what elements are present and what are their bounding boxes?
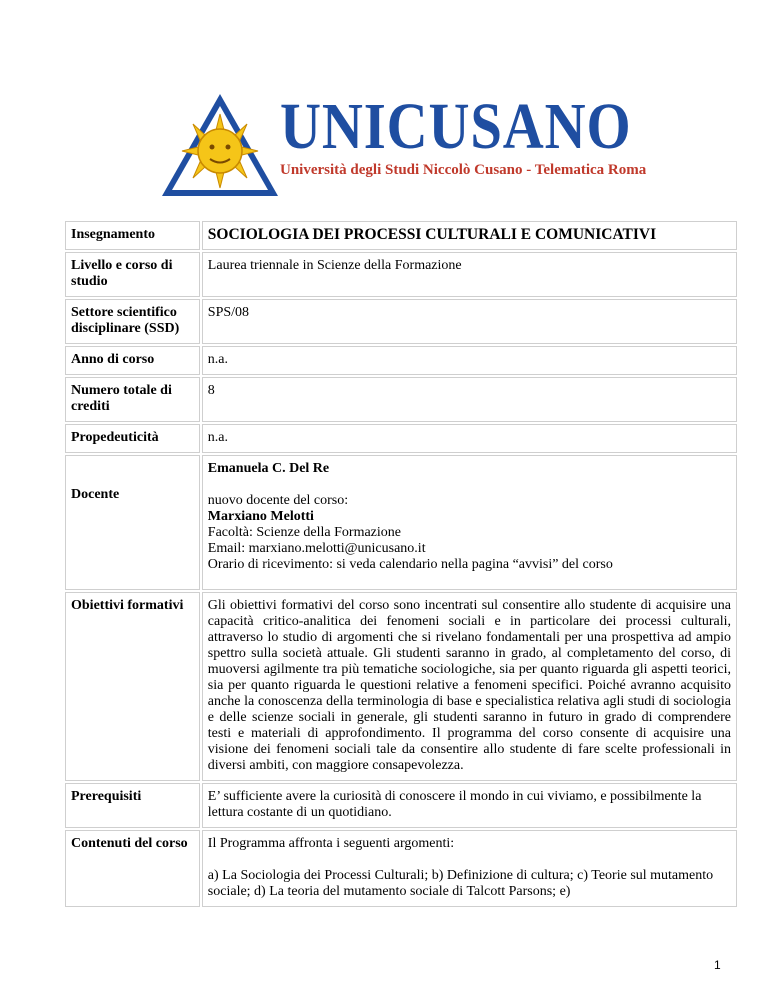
table-row: [65, 377, 737, 422]
row-label: Anno di corso: [65, 346, 200, 375]
contents-intro: Il Programma affronta i seguenti argomenti:: [207, 836, 455, 851]
row-label: Livello e corso di studio: [65, 252, 200, 297]
row-value: n.a.: [202, 346, 737, 375]
brand-subtitle: Università degli Studi Niccolò Cusano - Telematica Roma: [280, 162, 647, 178]
row-value: n.a.: [202, 424, 737, 453]
prerequisites-text: E’ sufficiente avere la curiosità di conoscere il mondo in cui viviamo, e possibilmente la lettura costante di un quotidiano.: [202, 783, 737, 828]
teacher-faculty: Facoltà: Scienze della Formazione: [207, 525, 402, 540]
table-row: [65, 252, 737, 297]
row-label: Docente: [65, 455, 200, 590]
row-label: Propedeuticità: [65, 424, 200, 453]
row-label: Insegnamento: [65, 221, 200, 250]
contents-topics: a) La Sociologia dei Processi Culturali; b) Definizione di cultura; c) Teorie sul mutamento sociale; d) La teoria del mutamento sociale di Talcott Parsons; e): [207, 868, 714, 899]
new-teacher-label: nuovo docente del corso:: [207, 493, 349, 508]
row-value: Laurea triennale in Scienze della Formazione: [202, 252, 737, 297]
table-row: [65, 830, 737, 907]
sun-emblem-icon: [160, 92, 280, 198]
office-hours: Orario di ricevimento: si veda calendario nella pagina “avvisi” del corso: [207, 557, 613, 572]
table-row: [65, 221, 737, 250]
contents-cell: [202, 830, 737, 907]
row-value: 8: [202, 377, 737, 422]
university-logo: [160, 90, 647, 198]
teacher-email: Email: marxiano.melotti@unicusano.it: [207, 541, 426, 556]
table-row: [65, 424, 737, 453]
row-label: Contenuti del corso: [65, 830, 200, 907]
objectives-text: Gli obiettivi formativi del corso sono incentrati sul consentire allo studente di acquisire una capacità critico-analitica dei fenomeni sociali e in particolare dei processi culturali, attraverso lo studio di argomenti che si rivelano fondamentali per una prospettiva ad ampio spettro sulla società attuale. Gli studenti saranno in grado, al completamento del corso, di muoversi agilmente tra più tematiche sociologiche, sia per quanto riguarda gli aspetti teorici, sia per quanto riguarda le questioni relative a fenomeni specifici. Poiché avranno acquisito anche la conoscenza della terminologia di base e specialistica relativa agli studi di sociologia e delle scienze sociali in generale, gli studenti saranno in futuro in grado di comprendere testi e materiali di approfondimento. Il programma del corso consente di acquisire una visione dei fenomeni sociali tale da consentire allo studente di fare scelte professionali in diversi ambiti, con maggiore consapevolezza.: [202, 592, 737, 781]
page-number: 1: [714, 958, 721, 972]
table-row: [65, 455, 737, 590]
new-teacher-name: Marxiano Melotti: [207, 509, 314, 524]
docente-cell: [202, 455, 737, 590]
row-label: Obiettivi formativi: [65, 592, 200, 781]
table-row: [65, 783, 737, 828]
row-value: SPS/08: [202, 299, 737, 344]
course-info-table: [63, 219, 739, 909]
row-label: Settore scientifico disciplinare (SSD): [65, 299, 200, 344]
table-row: [65, 346, 737, 375]
row-label: Prerequisiti: [65, 783, 200, 828]
row-label: Numero totale di crediti: [65, 377, 200, 422]
brand-name: UNICUSANO: [280, 90, 632, 163]
teacher-name: Emanuela C. Del Re: [207, 461, 330, 476]
course-title: SOCIOLOGIA DEI PROCESSI CULTURALI E COMUNICATIVI: [202, 221, 737, 250]
table-row: [65, 592, 737, 781]
table-row: [65, 299, 737, 344]
